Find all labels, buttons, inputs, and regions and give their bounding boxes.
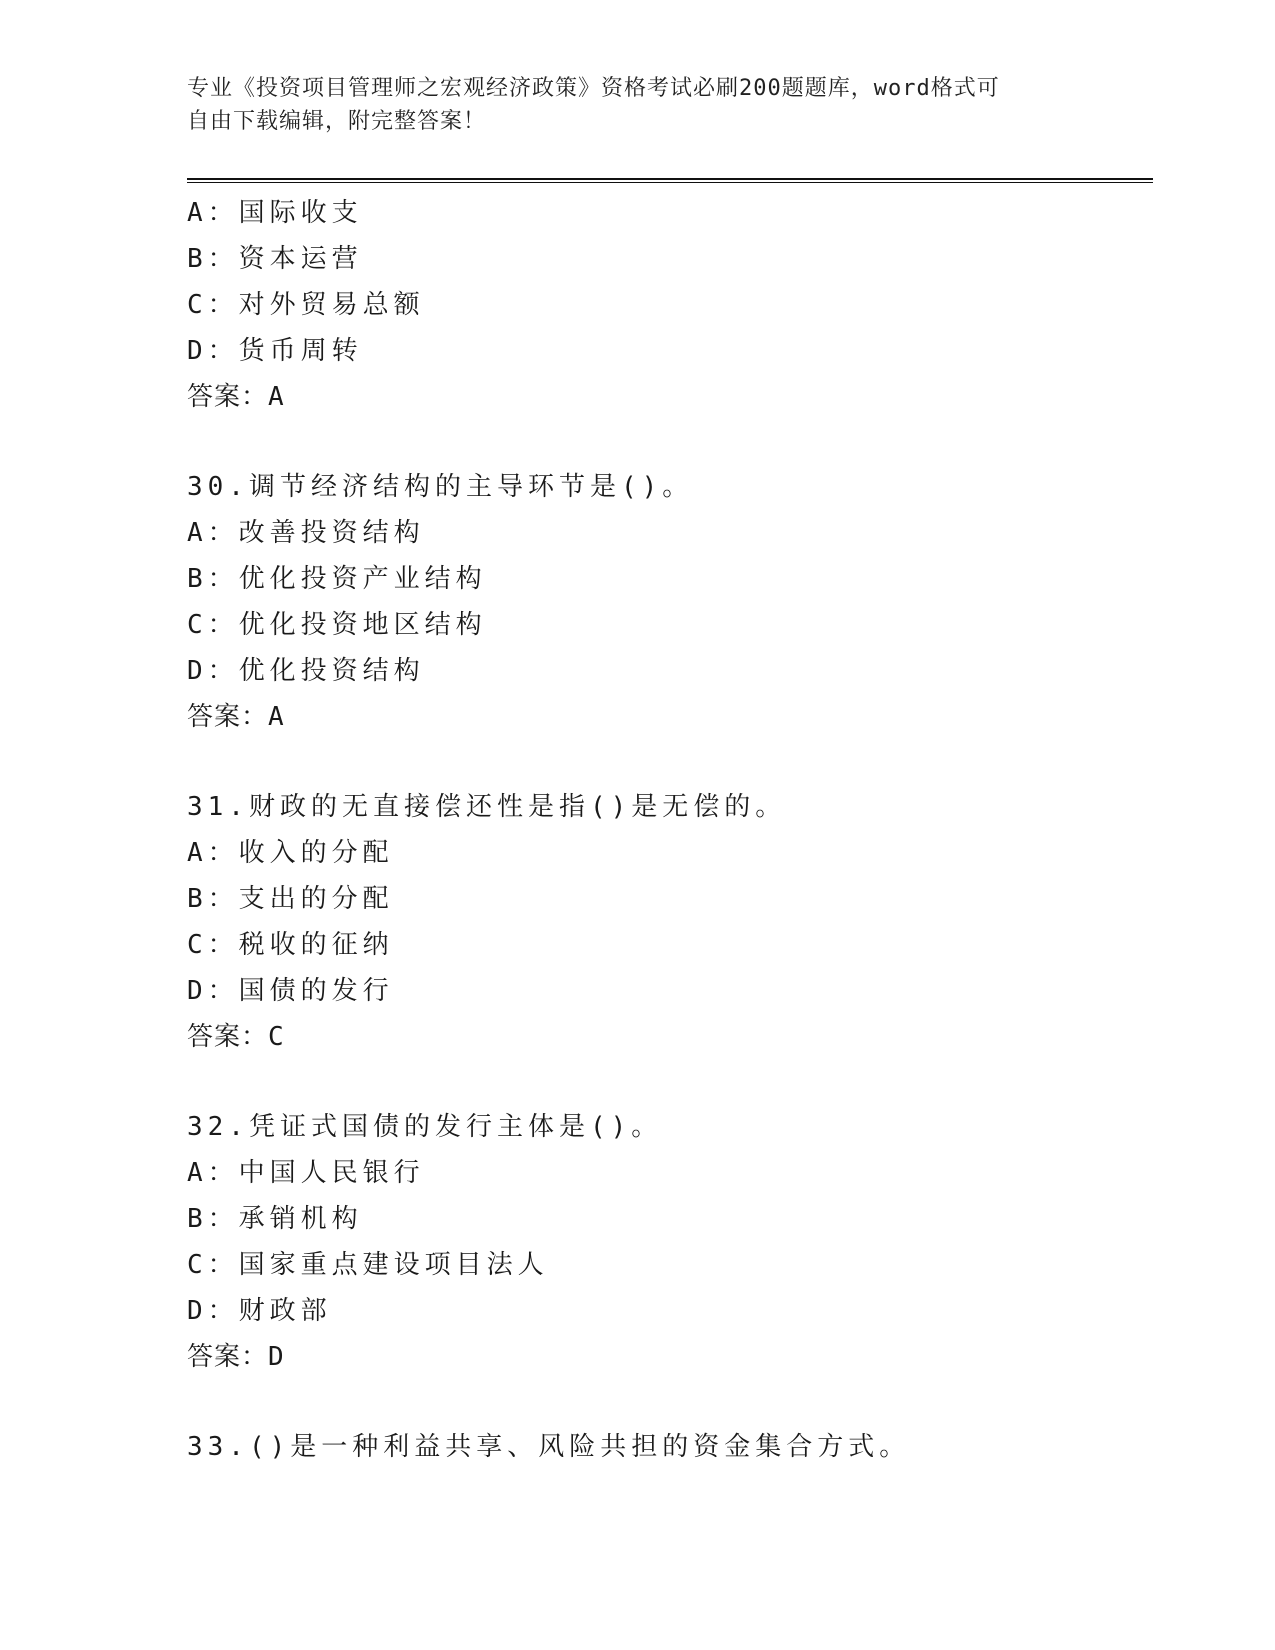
question-text: 32.凭证式国债的发行主体是()。 [187,1112,663,1142]
question-29 [187,190,1147,420]
question-33 [187,1424,1147,1470]
header-line-1: 专业《投资项目管理师之宏观经济政策》资格考试必刷200题题库，word格式可 [187,76,1000,101]
option-d: D：货币周转 [187,336,363,366]
answer-label: 答案： [187,1342,269,1372]
option-d: D：优化投资结构 [187,656,425,686]
answer-line [187,1334,1147,1380]
option-a: A：国际收支 [187,198,363,228]
answer-line [187,1014,1147,1060]
option-b: B：支出的分配 [187,884,394,914]
answer-line [187,694,1147,740]
option-c: C：税收的征纳 [187,930,394,960]
answer-line [187,374,1147,420]
question-text: 30.调节经济结构的主导环节是()。 [187,472,694,502]
answer-value: A [268,382,285,412]
option-c: C：国家重点建设项目法人 [187,1250,549,1280]
option-b: B：优化投资产业结构 [187,564,487,594]
option-a: A：改善投资结构 [187,518,425,548]
option-c: C：对外贸易总额 [187,290,425,320]
question-30 [187,464,1147,740]
question-text: 33.()是一种利益共享、风险共担的资金集合方式。 [187,1432,911,1462]
option-a: A：中国人民银行 [187,1158,425,1188]
answer-label: 答案： [187,702,269,732]
question-32 [187,1104,1147,1380]
option-b: B：承销机构 [187,1204,363,1234]
document-header [187,72,1067,138]
header-line-2: 自由下载编辑，附完整答案！ [187,109,487,134]
question-list [187,190,1147,1470]
option-d: D：国债的发行 [187,976,394,1006]
option-b: B：资本运营 [187,244,363,274]
question-31 [187,784,1147,1060]
answer-value: A [268,702,285,732]
header-divider [187,178,1153,183]
option-d: D：财政部 [187,1296,332,1326]
answer-label: 答案： [187,382,269,412]
answer-label: 答案： [187,1022,269,1052]
option-c: C：优化投资地区结构 [187,610,487,640]
question-text: 31.财政的无直接偿还性是指()是无偿的。 [187,792,787,822]
option-a: A：收入的分配 [187,838,394,868]
answer-value: D [268,1342,285,1372]
answer-value: C [268,1022,285,1052]
